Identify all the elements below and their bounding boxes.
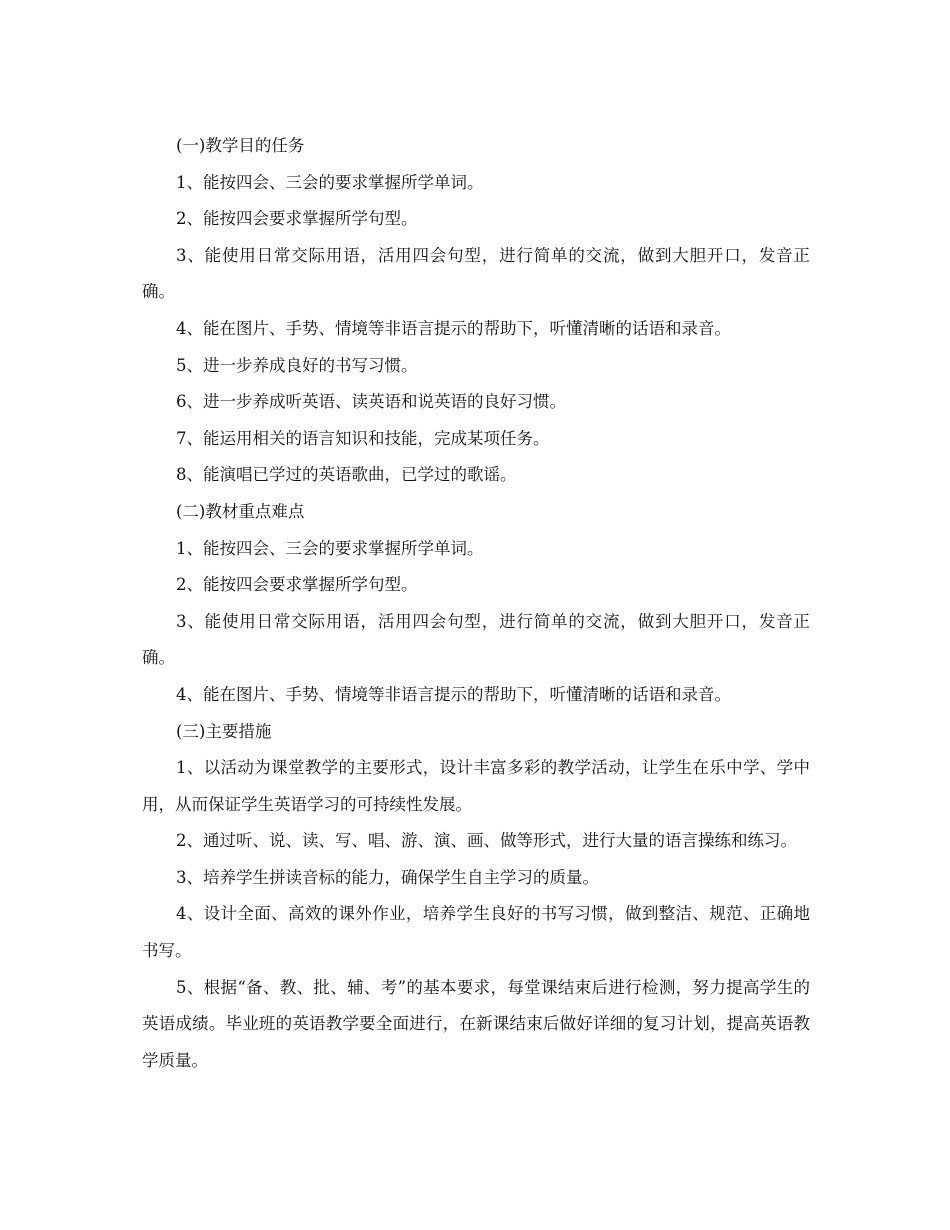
paragraph: 4、能在图片、手势、情境等非语言提示的帮助下，听懂清晰的话语和录音。 [176, 684, 731, 704]
section-heading: (二)教材重点难点 [176, 501, 305, 521]
paragraph: 2、能按四会要求掌握所学句型。 [176, 575, 418, 595]
paragraph: 1、能按四会、三会的要求掌握所学单词。 [176, 538, 484, 558]
section-heading: (一)教学目的任务 [176, 136, 305, 155]
paragraph: 1、以活动为课堂教学的主要形式，设计丰富多彩的教学活动，让学生在乐中学、学中用，从而保证学生英语学习的可持续性发展。 [142, 758, 810, 814]
paragraph: 8、能演唱已学过的英语歌曲，已学过的歌谣。 [176, 465, 517, 485]
paragraph: 2、能按四会要求掌握所学句型。 [176, 209, 418, 229]
paragraph: 3、能使用日常交际用语，活用四会句型，进行简单的交流，做到大胆开口，发音正确。 [142, 611, 810, 668]
paragraph: 7、能运用相关的语言知识和技能，完成某项任务。 [176, 428, 550, 448]
paragraph: 5、根据“备、教、批、辅、考”的基本要求，每堂课结束后进行检测，努力提高学生的英语成绩。毕业班的英语教学要全面进行，在新课结束后做好详细的复习计划，提高英语教学质量。 [142, 977, 810, 1070]
paragraph: 5、进一步养成良好的书写习惯。 [176, 355, 418, 375]
paragraph: 6、进一步养成听英语、读英语和说英语的良好习惯。 [176, 392, 566, 412]
paragraph: 2、通过听、说、读、写、唱、游、演、画、做等形式，进行大量的语言操练和练习。 [176, 831, 797, 851]
paragraph: 3、能使用日常交际用语，活用四会句型，进行简单的交流，做到大胆开口，发音正确。 [142, 245, 810, 302]
paragraph: 3、培养学生拼读音标的能力，确保学生自主学习的质量。 [176, 867, 599, 887]
paragraph: 1、能按四会、三会的要求掌握所学单词。 [176, 172, 484, 192]
document-body [142, 128, 810, 1079]
section-heading: (三)主要措施 [176, 721, 272, 741]
paragraph: 4、设计全面、高效的课外作业，培养学生良好的书写习惯，做到整洁、规范、正确地书写。 [142, 904, 810, 961]
paragraph: 4、能在图片、手势、情境等非语言提示的帮助下，听懂清晰的话语和录音。 [176, 318, 731, 338]
